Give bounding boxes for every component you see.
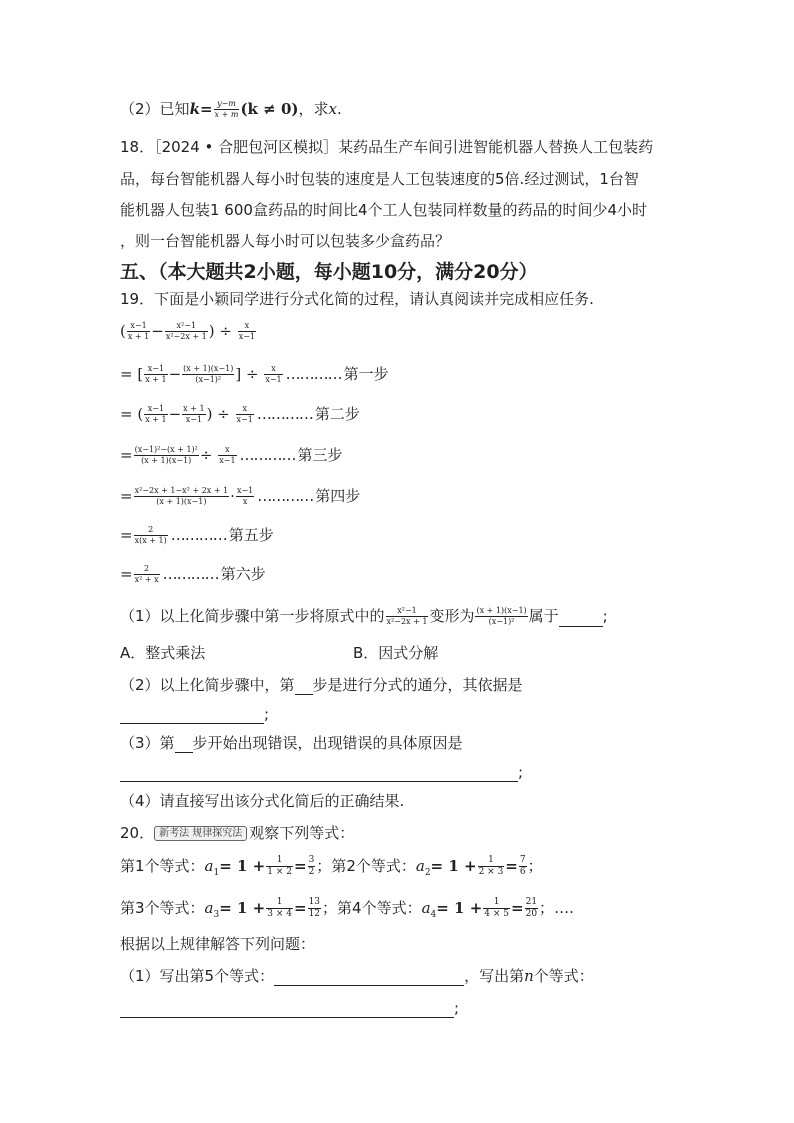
minus-sign: − bbox=[168, 365, 182, 383]
period: . bbox=[336, 100, 342, 118]
ellipsis: …. bbox=[554, 899, 574, 917]
equals-one-plus: = 1 + bbox=[436, 899, 483, 917]
fraction-denominator: x(x + 1) bbox=[134, 536, 167, 545]
q19-expression bbox=[120, 321, 257, 342]
fraction-numerator: 2 bbox=[134, 525, 168, 536]
fraction-denominator: x²−2x + 1 bbox=[165, 332, 207, 341]
right-paren-divide: ) ÷ bbox=[208, 322, 232, 340]
fraction-denominator: 3 × 4 bbox=[267, 909, 292, 919]
fraction-numerator: x bbox=[238, 321, 256, 332]
equals-sign: = bbox=[199, 100, 213, 118]
fraction-numerator: x bbox=[264, 364, 282, 375]
part1-text: 个等式： bbox=[533, 967, 594, 985]
fraction bbox=[308, 855, 316, 878]
multiply-dot: · bbox=[230, 487, 235, 505]
step-1 bbox=[120, 364, 389, 385]
q20-intro bbox=[120, 823, 354, 843]
option-a: A．整式乘法 bbox=[120, 644, 206, 662]
equals-sign: = bbox=[293, 857, 307, 875]
separator: ； bbox=[539, 899, 555, 917]
semicolon: ; bbox=[454, 999, 460, 1017]
q17-part2-number: （2） bbox=[120, 100, 160, 118]
fraction-denominator: (x−1)² bbox=[488, 617, 515, 626]
q19-part4: （4）请直接写出该分式化简后的正确结果. bbox=[120, 792, 405, 810]
fraction bbox=[236, 404, 254, 425]
fraction bbox=[236, 486, 254, 507]
q19-part2-line bbox=[120, 704, 269, 724]
var-x: x bbox=[328, 100, 337, 118]
fraction-numerator: 1 bbox=[483, 897, 510, 909]
var-n: n bbox=[524, 967, 534, 985]
subscript: 3 bbox=[213, 910, 220, 920]
equation-label: 第1个等式： bbox=[120, 857, 205, 875]
fraction-denominator: 2 bbox=[308, 867, 315, 877]
q20-equations-row-1 bbox=[120, 855, 543, 883]
var-a: a bbox=[204, 899, 214, 917]
q18-line-4: ，则一台智能机器人每小时可以包装多少盒药品？ bbox=[120, 232, 451, 250]
fraction bbox=[238, 321, 256, 342]
subscript: 1 bbox=[213, 868, 220, 878]
step-prefix: = [ bbox=[120, 365, 144, 383]
fraction-numerator: x bbox=[236, 404, 254, 415]
fraction bbox=[519, 855, 527, 878]
fraction-denominator: (x−1)² bbox=[195, 375, 222, 384]
q17-part2-suffix: ，求 bbox=[298, 100, 329, 118]
fraction-numerator: 3 bbox=[308, 855, 315, 865]
fraction bbox=[144, 404, 167, 425]
equals-sign: = bbox=[505, 857, 518, 875]
fraction bbox=[478, 855, 505, 878]
fraction-numerator: x−1 bbox=[144, 364, 167, 375]
separator: ； bbox=[322, 899, 338, 917]
fraction-numerator: (x−1)²−(x + 1)² bbox=[134, 445, 198, 454]
option-b: B．因式分解 bbox=[353, 644, 439, 662]
var-k: k bbox=[189, 100, 200, 118]
fraction-numerator: 1 bbox=[266, 855, 293, 867]
answer-blank[interactable] bbox=[274, 971, 464, 986]
answer-blank[interactable] bbox=[559, 612, 603, 627]
leader-dots: ………… bbox=[257, 487, 314, 505]
minus-sign: − bbox=[151, 322, 164, 340]
fraction-numerator: x−1 bbox=[236, 486, 254, 495]
fraction-denominator: x + m bbox=[214, 110, 239, 119]
q20-number: 20． bbox=[120, 824, 155, 842]
separator: ； bbox=[316, 857, 332, 875]
equals-sign: = bbox=[120, 487, 133, 505]
leader-dots: ………… bbox=[239, 446, 296, 464]
fraction-numerator: x²−1 bbox=[386, 606, 429, 617]
method-tag: 新考法 规律探究法 bbox=[154, 826, 247, 841]
fraction-denominator: x²−2x + 1 bbox=[386, 617, 428, 626]
fraction-numerator: x²−1 bbox=[165, 321, 208, 332]
fraction-denominator: x + 1 bbox=[127, 332, 150, 341]
bracket-divide: ] ÷ bbox=[235, 365, 259, 383]
semicolon: ; bbox=[518, 763, 524, 781]
step-label: 第四步 bbox=[315, 487, 361, 505]
semicolon: ; bbox=[264, 705, 270, 723]
q18-line-3: 能机器人包装1 600盒药品的时间比4个工人包装同样数量的药品的时间少4小时 bbox=[120, 201, 648, 219]
fraction-numerator: x−1 bbox=[127, 321, 150, 332]
equation-label: 第4个等式： bbox=[337, 899, 422, 917]
step-label: 第五步 bbox=[228, 526, 274, 544]
q20-part1-line bbox=[120, 998, 459, 1018]
fraction bbox=[134, 486, 230, 507]
fraction-numerator: 1 bbox=[478, 855, 505, 867]
fraction-numerator: x + 1 bbox=[183, 404, 205, 413]
fraction bbox=[266, 855, 293, 878]
fraction-denominator: x + 1 bbox=[145, 415, 167, 424]
fraction bbox=[264, 364, 282, 385]
fraction-denominator: (x + 1)(x−1) bbox=[141, 456, 192, 465]
equals-sign: = bbox=[120, 526, 133, 544]
q20-part1 bbox=[120, 966, 594, 986]
fraction bbox=[182, 364, 234, 385]
fraction bbox=[182, 404, 205, 425]
fraction bbox=[475, 606, 527, 627]
fraction-denominator: 1 × 2 bbox=[267, 867, 292, 877]
fraction-denominator: 12 bbox=[308, 909, 321, 919]
fraction bbox=[214, 99, 240, 120]
fraction bbox=[127, 321, 150, 342]
part3-text: （3）第 bbox=[120, 734, 175, 752]
fraction-denominator: x−1 bbox=[236, 415, 253, 424]
fraction-denominator: 6 bbox=[519, 867, 526, 877]
section-heading: 五、（本大题共2小题，每小题10分，满分20分） bbox=[120, 261, 538, 283]
fraction-denominator: (x + 1)(x−1) bbox=[156, 497, 207, 506]
minus-sign: − bbox=[168, 405, 182, 423]
fraction-denominator: x−1 bbox=[238, 332, 256, 341]
step-prefix: = ( bbox=[120, 405, 144, 423]
leader-dots: ………… bbox=[170, 526, 227, 544]
part1-text: （1）以上化简步骤中第一步将原式中的 bbox=[120, 607, 385, 625]
fraction-numerator: y−m bbox=[214, 99, 240, 110]
fraction bbox=[134, 445, 199, 466]
subscript: 4 bbox=[430, 910, 437, 920]
q18-line-2: 品，每台智能机器人每小时包装的速度是人工包装速度的5倍.经过测试，1台智 bbox=[120, 170, 639, 188]
step-5 bbox=[120, 525, 274, 546]
leader-dots: ………… bbox=[256, 405, 313, 423]
q20-intro-text: 观察下列等式： bbox=[249, 824, 355, 842]
step-6 bbox=[120, 564, 266, 585]
fraction bbox=[483, 897, 510, 920]
answer-blank[interactable] bbox=[175, 738, 193, 753]
fraction-numerator: 1 bbox=[266, 897, 293, 909]
step-label: 第二步 bbox=[314, 405, 360, 423]
q18-line-1: 18．［2024 • 合肥包河区模拟］某药品生产车间引进智能机器人替换人工包装药 bbox=[120, 138, 654, 156]
fraction-numerator: x−1 bbox=[144, 404, 167, 415]
step-2 bbox=[120, 404, 360, 425]
equation-label: 第2个等式： bbox=[331, 857, 416, 875]
step-label: 第三步 bbox=[297, 446, 343, 464]
leader-dots: ………… bbox=[162, 565, 219, 583]
fraction-numerator: 2 bbox=[134, 564, 160, 575]
subscript: 2 bbox=[424, 868, 431, 878]
step-label: 第一步 bbox=[343, 365, 389, 383]
fraction-denominator: x−1 bbox=[265, 375, 282, 384]
fraction bbox=[165, 321, 208, 342]
fraction-numerator: 13 bbox=[308, 897, 321, 907]
q20-equations-row-2 bbox=[120, 897, 574, 925]
fraction bbox=[266, 897, 293, 920]
fraction-denominator: x bbox=[242, 497, 248, 506]
fraction-numerator: 21 bbox=[525, 897, 538, 907]
fraction-numerator: x²−2x + 1−x² + 2x + 1 bbox=[134, 486, 229, 495]
fraction-numerator: 7 bbox=[519, 855, 526, 865]
part2-text: （2）以上化简步骤中，第 bbox=[120, 676, 295, 694]
separator: ； bbox=[527, 857, 543, 875]
condition: (k ≠ 0) bbox=[240, 100, 299, 118]
part1-text: （1）写出第5个等式： bbox=[120, 967, 275, 985]
equals-sign: = bbox=[120, 565, 133, 583]
fraction-numerator: x bbox=[218, 445, 236, 456]
fraction bbox=[386, 606, 429, 627]
leader-dots: ………… bbox=[285, 365, 342, 383]
q19-part3 bbox=[120, 733, 463, 753]
equals-sign: = bbox=[293, 899, 307, 917]
fraction-denominator: 2 × 3 bbox=[478, 867, 504, 877]
part2-text: 步是进行分式的通分，其依据是 bbox=[312, 676, 523, 694]
answer-blank[interactable] bbox=[295, 680, 313, 695]
equals-sign: = bbox=[511, 899, 524, 917]
fraction-denominator: x + 1 bbox=[145, 375, 167, 384]
var-a: a bbox=[204, 857, 214, 875]
q19-intro: 19．下面是小颖同学进行分式化简的过程，请认真阅读并完成相应任务. bbox=[120, 290, 594, 308]
fraction bbox=[134, 525, 168, 546]
fraction-denominator: 20 bbox=[525, 909, 538, 919]
equals-one-plus: = 1 + bbox=[430, 857, 477, 875]
q19-part3-line bbox=[120, 762, 523, 782]
fraction-denominator: x−1 bbox=[185, 415, 203, 424]
q17-part2-prefix: 已知 bbox=[159, 100, 190, 118]
q20-rule: 根据以上规律解答下列问题： bbox=[120, 935, 316, 953]
fraction-denominator: 4 × 5 bbox=[484, 909, 510, 919]
equals-one-plus: = 1 + bbox=[219, 899, 266, 917]
paren-divide: ) ÷ bbox=[206, 405, 230, 423]
var-a: a bbox=[421, 899, 431, 917]
semicolon: ; bbox=[602, 607, 608, 625]
fraction bbox=[308, 897, 321, 920]
part1-text: 变形为 bbox=[429, 607, 475, 625]
fraction-denominator: x² + x bbox=[134, 575, 159, 584]
equals-one-plus: = 1 + bbox=[219, 857, 266, 875]
fraction-denominator: x−1 bbox=[219, 456, 236, 465]
q17-part2 bbox=[120, 99, 342, 120]
fraction-numerator: (x + 1)(x−1) bbox=[476, 606, 527, 615]
left-paren: ( bbox=[120, 322, 126, 340]
fraction bbox=[144, 364, 167, 385]
answer-blank[interactable] bbox=[120, 1003, 454, 1018]
q19-part1 bbox=[120, 606, 608, 627]
part3-text: 步开始出现错误，出现错误的具体原因是 bbox=[192, 734, 463, 752]
fraction-numerator: (x + 1)(x−1) bbox=[183, 364, 234, 373]
answer-blank[interactable] bbox=[120, 709, 264, 724]
fraction bbox=[525, 897, 538, 920]
answer-blank[interactable] bbox=[120, 767, 518, 782]
q19-part2 bbox=[120, 675, 523, 695]
var-a: a bbox=[415, 857, 425, 875]
divide-sign: ÷ bbox=[199, 446, 213, 464]
step-label: 第六步 bbox=[220, 565, 266, 583]
step-4 bbox=[120, 486, 360, 507]
part1-text: ，写出第 bbox=[464, 967, 525, 985]
part1-text: 属于 bbox=[528, 607, 559, 625]
fraction bbox=[218, 445, 236, 466]
fraction bbox=[134, 564, 160, 585]
equation-label: 第3个等式： bbox=[120, 899, 205, 917]
step-3 bbox=[120, 445, 343, 466]
equals-sign: = bbox=[120, 446, 133, 464]
